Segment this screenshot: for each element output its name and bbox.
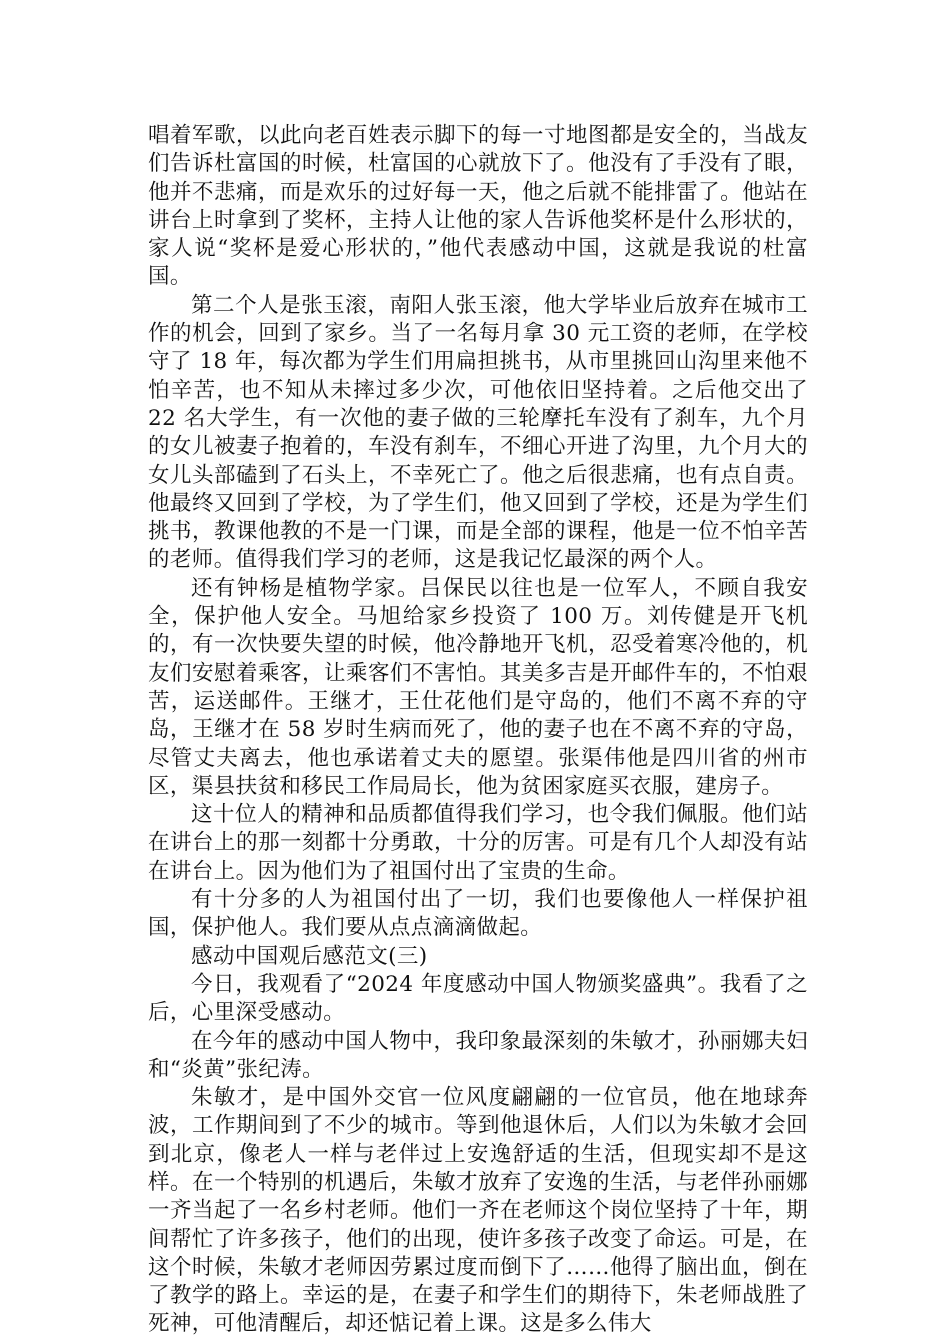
- paragraph-other-honorees: 还有钟杨是植物学家。吕保民以往也是一位军人，不顾自我安全，保护他人安全。马旭给家乡投资了 100 万。刘传健是开飞机的，有一次快要失望的时候，他冷静地开飞机，忍受着寒冷他的，机友们安慰着乘客，让乘客们不害怕。其美多吉是开邮件车的，不怕艰苦，运送邮件。王继才，王仕花他们是守岛的，他们不离不弃的守岛，王继才在 58 岁时生病而死了，他的妻子也在不离不弃的守岛，尽管丈夫离去，他也承诺着丈夫的愿望。张渠伟他是四川省的州市区，渠县扶贫和移民工作局局长，他为贫困家庭买衣服，建房子。: [148, 575, 808, 799]
- paragraph-zhu-mincai: 朱敏才，是中国外交官一位风度翩翩的一位官员，他在地球奔波，工作期间到了不少的城市。等到他退休后，人们以为朱敏才会回到北京，像老人一样与老伴过上安逸舒适的生活，但现实却不是这样。在一个特别的机遇后，朱敏才放弃了安逸的生活，与老伴孙丽娜一齐当起了一名乡村老师。他们一齐在老师这个岗位坚持了十年，期间帮忙了许多孩子，他们的出现，使许多孩子改变了命运。可是，在这个时候，朱敏才老师因劳累过度而倒下了……他得了脑出血，倒在了教学的路上。幸运的是，在妻子和学生们的期待下，朱老师战胜了死神，可他清醒后，却还惦记着上课。这是多么伟大: [148, 1085, 808, 1337]
- document-page: [148, 122, 808, 1339]
- paragraph-protect-motherland: 有十分多的人为祖国付出了一切，我们也要像他人一样保护祖国，保护他人。我们要从点点滴滴做起。: [148, 887, 808, 941]
- paragraph-deepest-impression: 在今年的感动中国人物中，我印象最深刻的朱敏才，孙丽娜夫妇和“炎黄”张纪涛。: [148, 1028, 808, 1082]
- paragraph-zhang-yugun: 第二个人是张玉滚，南阳人张玉滚，他大学毕业后放弃在城市工作的机会，回到了家乡。当了一名每月拿 30 元工资的老师，在学校守了 18 年，每次都为学生们用扁担挑书，从市里挑回山沟里来他不怕辛苦，也不知从未摔过多少次，可他依旧坚持着。之后他交出了 22 名大学生，有一次他的妻子做的三轮摩托车没有了刹车，九个月的女儿被妻子抱着的，车没有刹车，不细心开进了沟里，九个月大的女儿头部磕到了石头上，不幸死亡了。他之后很悲痛，也有点自责。他最终又回到了学校，为了学生们，他又回到了学校，还是为学生们挑书，教课他教的不是一门课，而是全部的课程，他是一位不怕辛苦的老师。值得我们学习的老师，这是我记忆最深的两个人。: [148, 292, 808, 573]
- paragraph-du-fuguo: 唱着军歌，以此向老百姓表示脚下的每一寸地图都是安全的，当战友们告诉杜富国的时候，杜富国的心就放下了。他没有了手没有了眼，他并不悲痛，而是欢乐的过好每一天，他之后就不能排雷了。他站在讲台上时拿到了奖杯，主持人让他的家人告诉他奖杯是什么形状的，家人说“奖杯是爱心形状的，”他代表感动中国，这就是我说的杜富国。: [148, 123, 808, 290]
- section-heading: 感动中国观后感范文(三): [191, 943, 428, 969]
- paragraph-ten-people: 这十位人的精神和品质都值得我们学习，也令我们佩服。他们站在讲台上的那一刻都十分勇敢，十分的厉害。可是有几个人却没有站在讲台上。因为他们为了祖国付出了宝贵的生命。: [148, 802, 808, 884]
- paragraph-watched-ceremony: 今日，我观看了“2024 年度感动中国人物颁奖盛典”。我看了之后，心里深受感动。: [148, 971, 808, 1026]
